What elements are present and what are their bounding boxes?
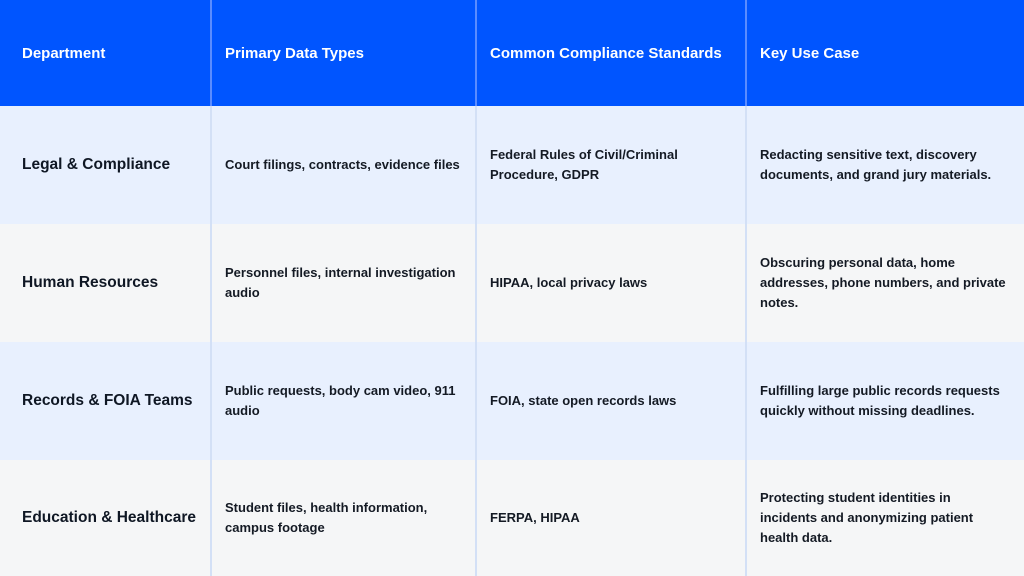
data-types-text: Public requests, body cam video, 911 audio — [225, 383, 456, 418]
table-row — [0, 224, 1024, 342]
department-cell: Records & FOIA Teams — [0, 342, 211, 460]
standards-cell — [476, 224, 746, 342]
table-header — [0, 0, 1024, 106]
data-types-cell — [211, 106, 476, 224]
table-row — [0, 106, 1024, 224]
standards-text: FOIA, state open records laws — [490, 393, 677, 408]
data-types-text: Personnel files, internal investigation audio — [225, 265, 456, 300]
use-case-text: Protecting student identities in incidents and anonymizing patient health data. — [760, 490, 974, 545]
data-types-cell — [211, 224, 476, 342]
data-types-cell — [211, 460, 476, 576]
header-department: Department — [0, 0, 211, 106]
header-key-use-case: Key Use Case — [746, 0, 1024, 106]
header-primary-data-types: Primary Data Types — [211, 0, 476, 106]
department-cell: Legal & Compliance — [0, 106, 211, 224]
standards-cell — [476, 342, 746, 460]
standards-text: Federal Rules of Civil/Criminal Procedure, GDPR — [490, 147, 678, 182]
data-types-text: Student files, health information, campus footage — [225, 500, 428, 535]
header-compliance-standards: Common Compliance Standards — [476, 0, 746, 106]
use-case-cell — [746, 106, 1024, 224]
department-cell: Education & Healthcare — [0, 460, 211, 576]
department-cell: Human Resources — [0, 224, 211, 342]
standards-text: HIPAA, local privacy laws — [490, 275, 648, 290]
table-row — [0, 460, 1024, 576]
use-case-text: Redacting sensitive text, discovery documents, and grand jury materials. — [760, 147, 992, 182]
header-row — [0, 0, 1024, 106]
use-case-text: Obscuring personal data, home addresses, phone numbers, and private notes. — [760, 255, 1006, 310]
data-types-cell — [211, 342, 476, 460]
standards-cell — [476, 460, 746, 576]
use-case-cell — [746, 342, 1024, 460]
standards-cell — [476, 106, 746, 224]
table-row — [0, 342, 1024, 460]
table-body — [0, 106, 1024, 576]
data-types-text: Court filings, contracts, evidence files — [225, 157, 460, 172]
use-case-cell — [746, 224, 1024, 342]
standards-text: FERPA, HIPAA — [490, 510, 580, 525]
use-case-text: Fulfilling large public records requests quickly without missing deadlines. — [760, 383, 1000, 418]
use-case-cell — [746, 460, 1024, 576]
